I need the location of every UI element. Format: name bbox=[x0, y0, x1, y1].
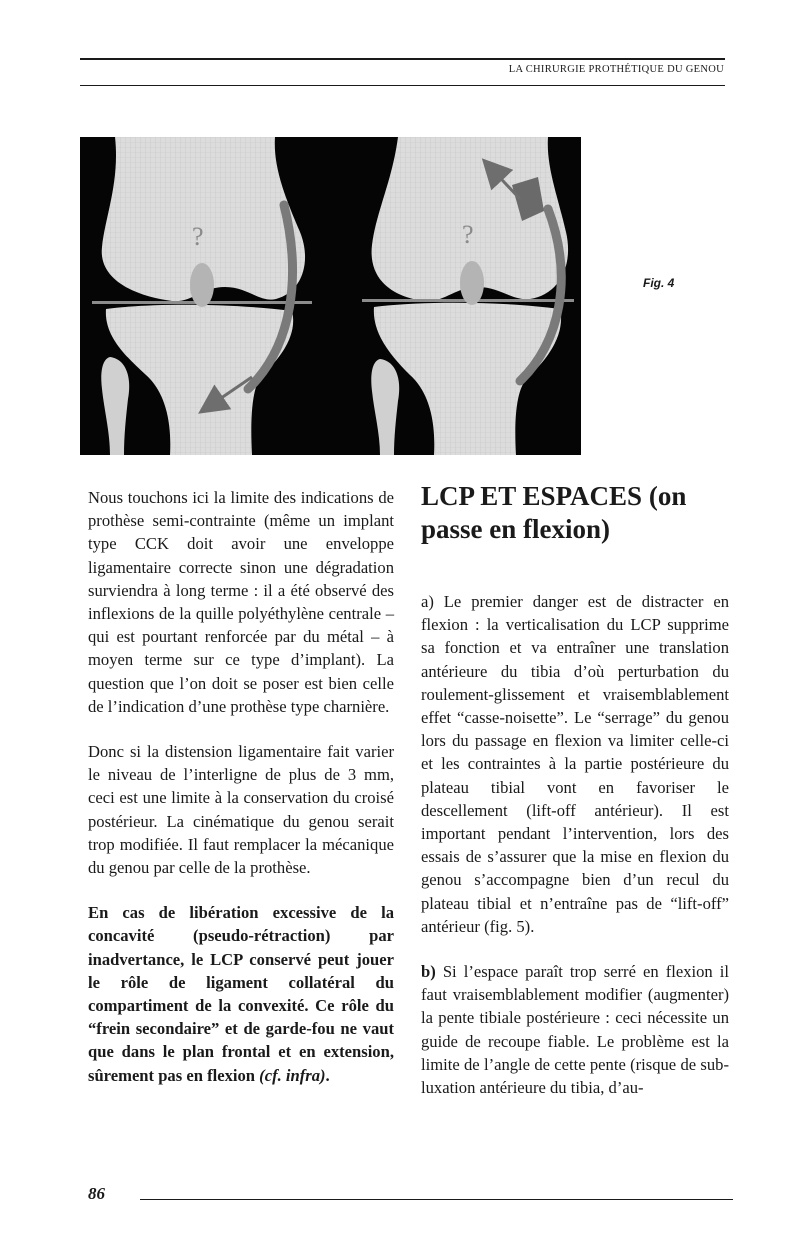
knee-right bbox=[362, 137, 574, 455]
paragraph-b bbox=[421, 960, 729, 1099]
fibula-left bbox=[101, 357, 129, 455]
footer-rule bbox=[140, 1199, 733, 1200]
section-heading: LCP ET ESPACES (on passe en flexion) bbox=[421, 481, 687, 544]
paragraph-liberation bbox=[88, 901, 394, 1087]
left-column bbox=[88, 486, 394, 1087]
paragraph-liberation-end: . bbox=[325, 1065, 330, 1085]
paragraph-indications: Nous touchons ici la limite des indications de prothèse semi-contrainte (même un implant type CCK doit avoir une enveloppe ligamentaire correcte sinon une dégradation surviendra à long terme : il a été observé des inflexions de la quille polyéthylène centrale – qui est pourtant renforcée par du métal – à moyen terme sur ce type d’implant). La question que l’on doit se poser est bien celle de l’indication d’une prothèse type charnière. bbox=[88, 488, 394, 716]
fibula-right bbox=[371, 359, 399, 455]
question-mark-left: ? bbox=[192, 222, 204, 251]
header-rule-bottom bbox=[80, 85, 725, 86]
paragraph-liberation-ref: (cf. infra) bbox=[259, 1065, 326, 1085]
page-number: 86 bbox=[88, 1184, 105, 1203]
knee-left bbox=[92, 137, 312, 455]
paragraph-liberation-text: En cas de libération excessive de la concavité (pseudo-rétraction) par inadvertance, le LCP conservé peut jouer le rôle de ligament collatéral du compartiment de la convexité. Ce rôle du “frein secondaire” et de garde-fou ne vaut que dans le plan frontal et en extension, sûrement pas en flexion bbox=[88, 903, 394, 1085]
figure-label: Fig. 4 bbox=[643, 276, 675, 290]
tibia-left bbox=[106, 305, 293, 455]
right-column bbox=[421, 480, 729, 1099]
figure-knee-illustration bbox=[80, 137, 581, 455]
question-mark-right: ? bbox=[462, 220, 474, 249]
header-rule-top bbox=[80, 58, 725, 60]
paragraph-b-label: b) bbox=[421, 962, 436, 982]
running-title: LA CHIRURGIE PROTHÉTIQUE DU GENOU bbox=[508, 64, 724, 75]
pcl-left bbox=[190, 263, 214, 307]
paragraph-distension: Donc si la distension ligamentaire fait varier le niveau de l’interligne de plus de 3 mm, ceci est une limite à la conservation du croisé postérieur. La cinématique du genou serait trop modifiée. Il faut remplacer la mécanique du genou par celle de la prothèse. bbox=[88, 742, 394, 878]
knee-diagram bbox=[80, 137, 581, 455]
pcl-right bbox=[460, 261, 484, 305]
paragraph-a: a) Le premier danger est de distracter en flexion : la verticalisation du LCP supprime sa fonction et va entraîner une translation antérieure du tibia d’où perturbation du roulement-glissement et vraisemblablement effet “casse-noisette”. Le “serrage” du genou lors du passage en flexion va limiter celle-ci et les contraintes à la partie postérieure du plateau tibial vont en favoriser le descellement (lift-off antérieur). Il est important pendant l’intervention, lors des essais de s’assurer que la mise en flexion du genou s’accompagne bien d’un recul du plateau tibial et n’entraîne pas de “lift-off” antérieur (fig. 5). bbox=[421, 592, 729, 936]
tibia-right bbox=[374, 303, 561, 455]
paragraph-b-text: Si l’espace paraît trop serré en flexion il faut vraisemblablement modifier (augmenter) la pente tibiale postérieure : ceci nécessite un guide de recoupe fiable. Le problème est la limite de l’angle de cette pente (risque de sub-luxation antérieure du tibia, d’au- bbox=[421, 962, 729, 1098]
